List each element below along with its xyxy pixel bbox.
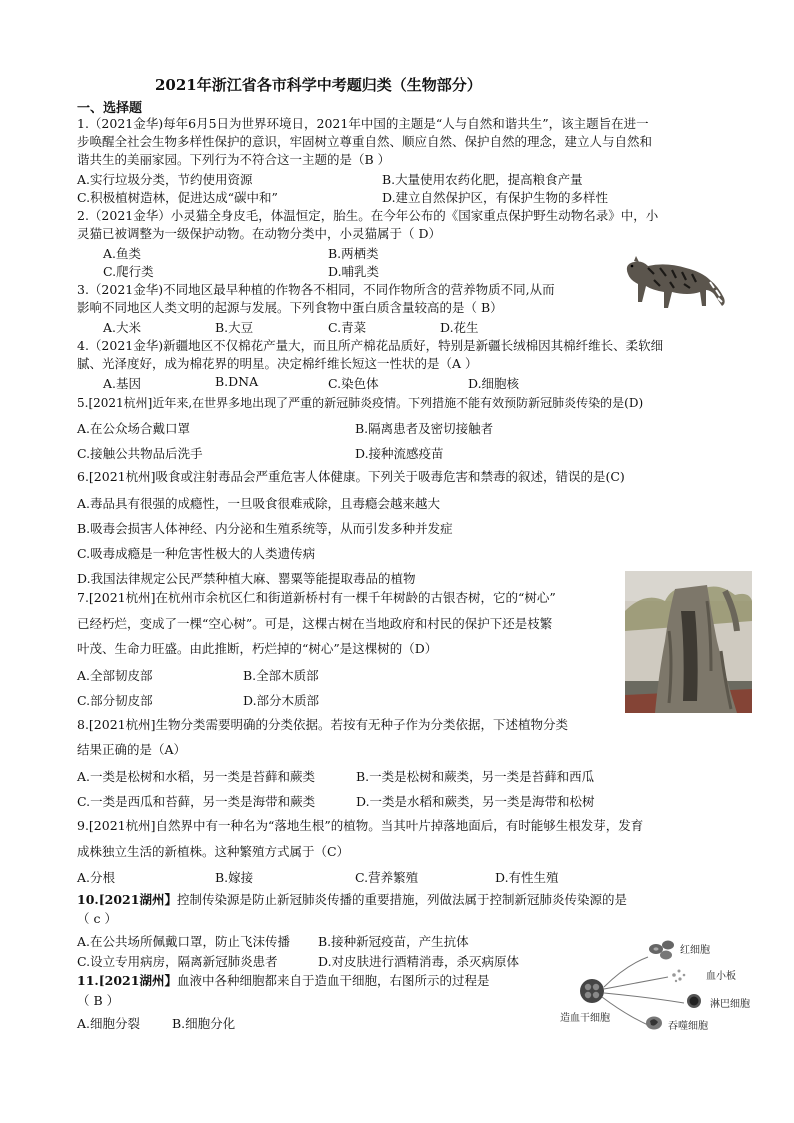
q6-option-c: C.吸毒成瘾是一种危害性极大的人类遗传病: [77, 546, 316, 561]
q5-option-d: D.接种流感疫苗: [355, 446, 444, 461]
q11-line-1: [77, 972, 489, 990]
q1-option-c: C.积极植树造林，促进达成“碳中和”: [77, 190, 278, 205]
q2-option-b: B.两栖类: [328, 246, 379, 261]
q11-option-b: B.细胞分化: [172, 1016, 236, 1031]
q11-stem: 血液中各种细胞都来自于造血干细胞，右图所示的过程是: [176, 973, 490, 988]
red-blood-cell-label: 红细胞: [680, 945, 710, 956]
phagocyte-label: 吞噬细胞: [668, 1021, 708, 1032]
stem-cell-differentiation-diagram: [556, 935, 771, 1035]
civet-image: [614, 240, 730, 316]
q8-line-1: 8.[2021杭州]生物分类需要明确的分类依据。若按有无种子作为分类依据，下述植物分类: [77, 717, 568, 732]
q4-option-b: B.DNA: [215, 374, 259, 389]
q1-line-3: 谐共生的美丽家园。下列行为不符合这一主题的是（B ）: [77, 152, 391, 167]
arrow-to-platelet: [604, 977, 668, 989]
q3-option-c: C.青菜: [328, 320, 367, 335]
ancient-ginkgo-tree-image: [625, 571, 752, 713]
q3-line-1: 3.（2021金华)不同地区最早种植的作物各不相同，不同作物所含的营养物质不同,从而: [77, 282, 555, 297]
q2-option-a: A.鱼类: [103, 246, 142, 261]
q1-option-d: D.建立自然保护区，有保护生物的多样性: [382, 190, 609, 205]
q6-line-1: 6.[2021杭州]吸食或注射毒品会严重危害人体健康。下列关于吸毒危害和禁毒的叙述，错误的是(C): [77, 469, 625, 484]
q7-option-a: A.全部韧皮部: [77, 668, 153, 683]
q10-stem: 控制传染源是防止新冠肺炎传播的重要措施，列做法属于控制新冠肺炎传染源的是: [176, 892, 627, 907]
q5-line-1: 5.[2021杭州]近年来,在世界多地出现了严重的新冠肺炎疫情。下列措施不能有效预防新冠肺炎传染的是(D): [77, 396, 644, 410]
page-title: 2021年浙江省各市科学中考题归类（生物部分）: [155, 76, 482, 94]
arrow-to-lymphocyte: [604, 993, 684, 1003]
q7-option-c: C.部分韧皮部: [77, 693, 153, 708]
arrow-to-red-cell: [604, 957, 648, 987]
q2-line-2: 灵猫已被调整为一级保护动物。在动物分类中，小灵猫属于（ D）: [77, 226, 441, 241]
red-blood-cell-icons: [649, 941, 674, 960]
q7-line-3: 叶茂、生命力旺盛。由此推断，朽烂掉的“树心”是这棵树的（D）: [77, 641, 438, 656]
phagocyte-icon: [646, 1017, 662, 1030]
q10-option-a: A.在公共场所佩戴口罩，防止飞沫传播: [77, 934, 291, 949]
stem-cell-label: 造血干细胞: [560, 1013, 610, 1024]
q9-line-1: 9.[2021杭州]自然界中有一种名为“落地生根”的植物。当其叶片掉落地面后，有时能够生根发芽，发育: [77, 818, 644, 833]
q10-option-d: D.对皮肤进行酒精消毒，杀灭病原体: [318, 954, 520, 969]
q10-line-2: （ c ）: [77, 911, 117, 926]
q2-option-d: D.哺乳类: [328, 264, 380, 279]
q11-source: [2021湖州】: [98, 973, 177, 988]
q4-option-a: A.基因: [103, 376, 142, 391]
platelet-icons: [672, 970, 685, 983]
q11-number: 11.: [77, 973, 99, 988]
q10-option-b: B.接种新冠疫苗，产生抗体: [318, 934, 469, 949]
q3-line-2: 影响不同地区人类文明的起源与发展。下列食物中蛋白质含量较高的是（ B）: [77, 300, 503, 315]
q7-line-2: 已经朽烂，变成了一棵“空心树”。可是，这棵古树在当地政府和村民的保护下还是枝繁: [77, 616, 553, 631]
q9-option-d: D.有性生殖: [495, 870, 559, 885]
q4-option-d: D.细胞核: [468, 376, 520, 391]
q10-option-c: C.设立专用病房，隔离新冠肺炎患者: [77, 954, 278, 969]
q8-option-d: D.一类是水稻和蕨类，另一类是海带和松树: [356, 794, 595, 809]
q4-line-2: 腻、光泽度好，成为棉花界的明星。决定棉纤维长短这一性状的是（A ）: [77, 356, 478, 371]
lymphocyte-icon: [687, 994, 701, 1008]
q11-option-a: A.细胞分裂: [77, 1016, 141, 1031]
q10-line-1: [77, 891, 627, 909]
q3-option-b: B.大豆: [215, 320, 254, 335]
q1-line-1: 1.（2021金华)每年6月5日为世界环境日，2021年中国的主题是“人与自然和谐共生”，该主题旨在进一: [77, 116, 649, 131]
q8-option-b: B.一类是松树和蕨类，另一类是苔藓和西瓜: [356, 769, 595, 784]
q6-option-b: B.吸毒会损害人体神经、内分泌和生殖系统等，从而引发多种并发症: [77, 521, 453, 536]
q6-option-a: A.毒品具有很强的成瘾性，一旦吸食很难戒除，且毒瘾会越来越大: [77, 496, 441, 511]
q7-option-b: B.全部木质部: [243, 668, 319, 683]
lymphocyte-label: 淋巴细胞: [710, 999, 750, 1010]
q11-line-2: （ B ）: [77, 993, 120, 1008]
q7-line-1: 7.[2021杭州]在杭州市余杭区仁和街道新桥村有一棵千年树龄的古银杏树，它的“树心”: [77, 590, 556, 605]
q4-line-1: 4.（2021金华)新疆地区不仅棉花产量大，而且所产棉花品质好，特别是新疆长绒棉因其棉纤维长、柔软细: [77, 338, 664, 353]
q1-line-2: 步唤醒全社会生物多样性保护的意识，牢固树立尊重自然、顺应自然、保护自然的理念，建立人与自然和: [77, 134, 653, 149]
q6-option-d: D.我国法律规定公民严禁种植大麻、罂粟等能提取毒品的植物: [77, 571, 416, 586]
q5-option-a: A.在公众场合戴口罩: [77, 421, 191, 436]
q3-option-a: A.大米: [103, 320, 142, 335]
q2-line-1: 2.（2021金华）小灵猫全身皮毛，体温恒定，胎生。在今年公布的《国家重点保护野生动物名录》中，小: [77, 208, 659, 223]
q7-option-d: D.部分木质部: [243, 693, 320, 708]
platelet-label: 血小板: [706, 971, 736, 982]
section-heading: 一、选择题: [77, 101, 143, 116]
stem-cell-icon: [580, 979, 604, 1003]
q9-option-c: C.营养繁殖: [355, 870, 419, 885]
q3-option-d: D.花生: [440, 320, 479, 335]
q2-option-c: C.爬行类: [103, 264, 154, 279]
q1-option-a: A.实行垃圾分类，节约使用资源: [77, 172, 253, 187]
q8-line-2: 结果正确的是（A）: [77, 742, 187, 757]
q5-option-b: B.隔离患者及密切接触者: [355, 421, 494, 436]
q10-source: [2021湖州】: [98, 892, 177, 907]
q9-line-2: 成株独立生活的新植株。这种繁殖方式属于（C）: [77, 844, 350, 859]
q4-option-c: C.染色体: [328, 376, 379, 391]
q8-option-a: A.一类是松树和水稻，另一类是苔藓和蕨类: [77, 769, 316, 784]
q5-option-c: C.接触公共物品后洗手: [77, 446, 203, 461]
q10-number: 10.: [77, 892, 99, 907]
q1-option-b: B.大量使用农药化肥，提高粮食产量: [382, 172, 583, 187]
q8-option-c: C.一类是西瓜和苔藓，另一类是海带和蕨类: [77, 794, 316, 809]
q9-option-a: A.分根: [77, 870, 116, 885]
q9-option-b: B.嫁接: [215, 870, 254, 885]
